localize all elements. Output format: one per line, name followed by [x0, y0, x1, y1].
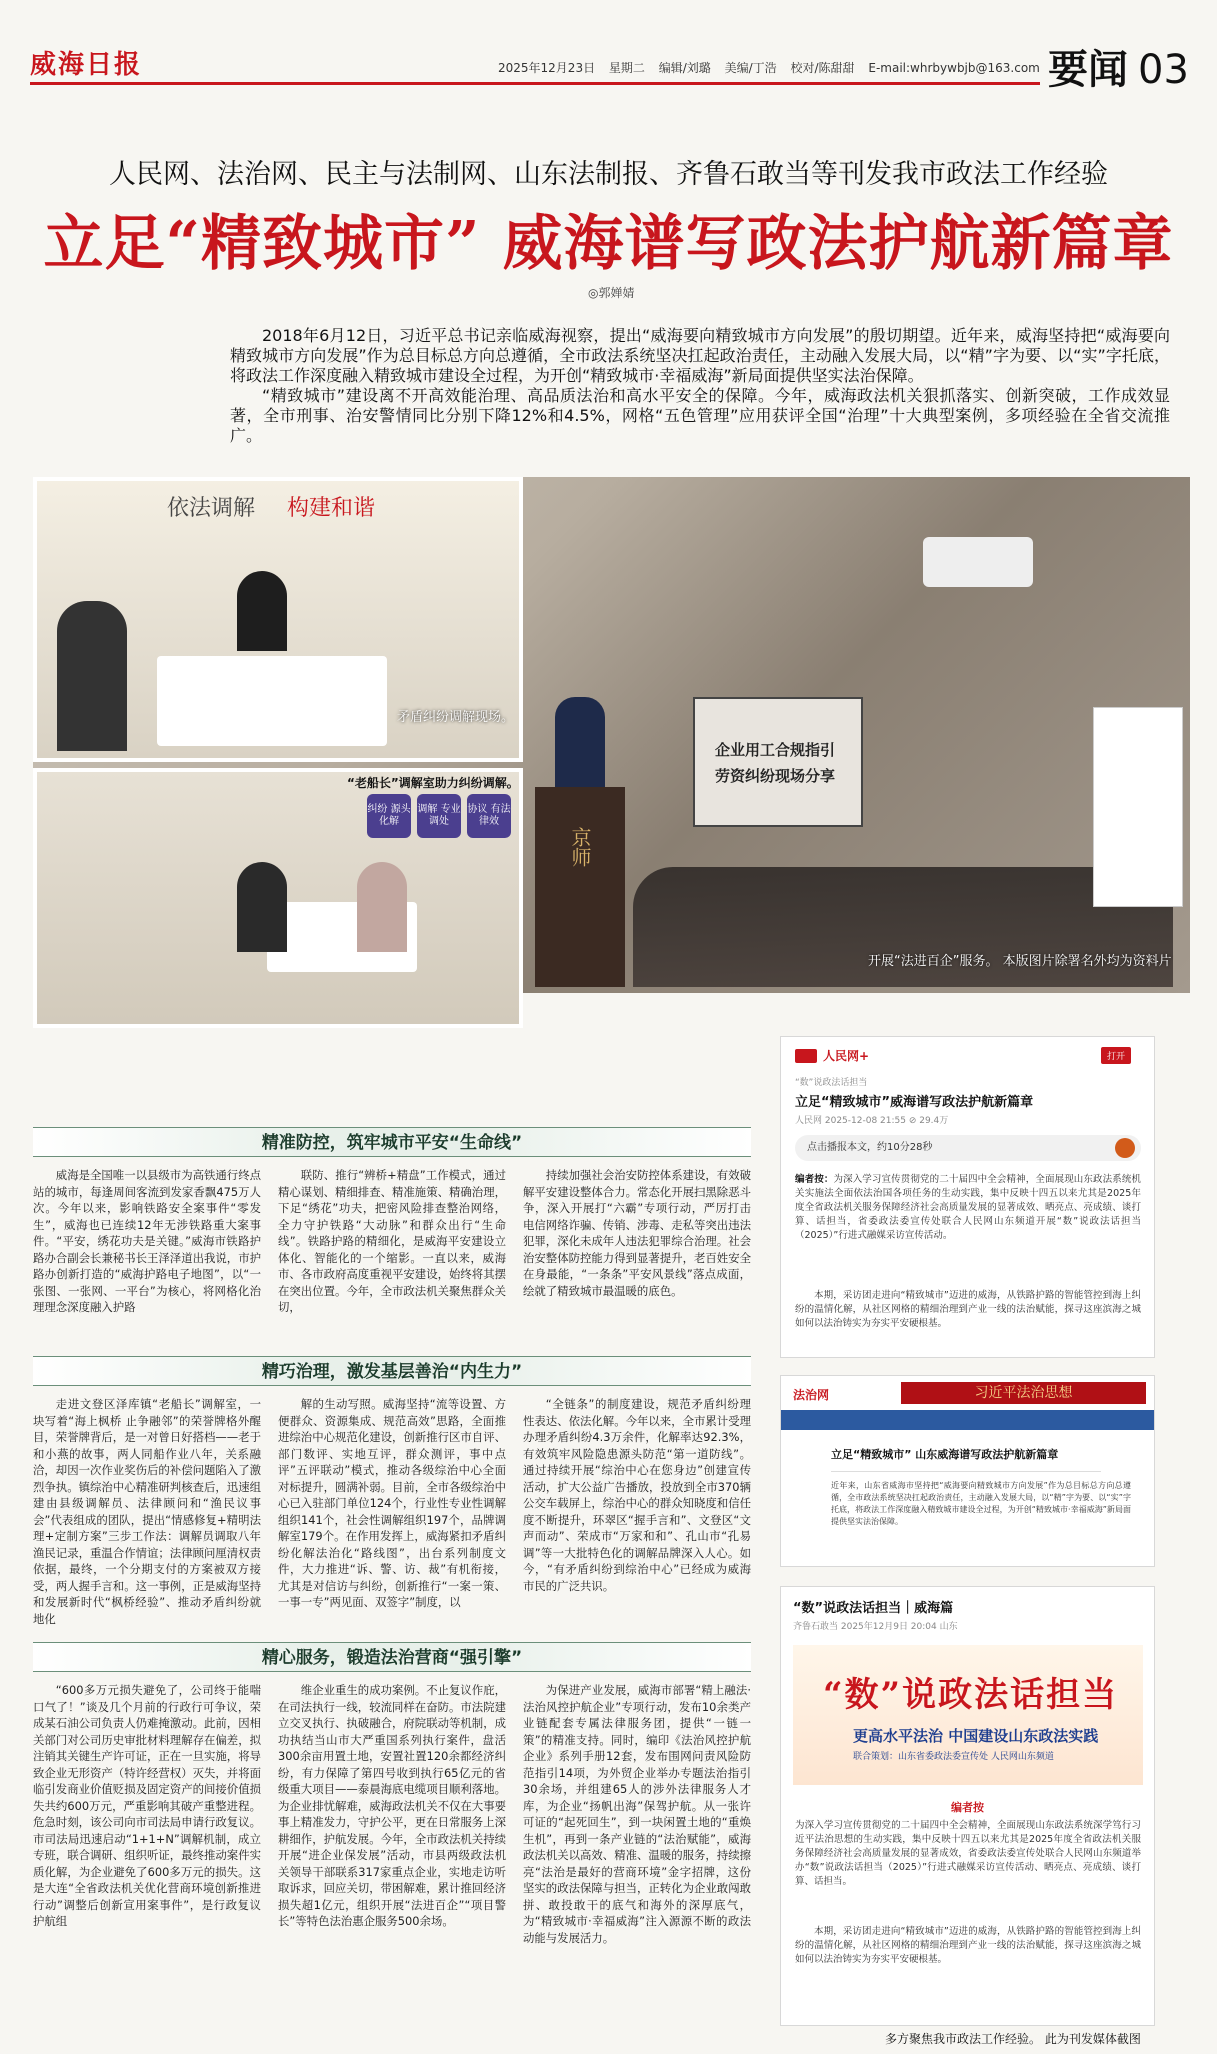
old-captain-photo — [33, 768, 523, 1028]
fzw-body: 近年来，山东省威海市坚持把“威海要向精致城市方向发展”作为总目标总方向总遵循，全市政法系统坚决扛起政治责任，主动融入发展大局，以“精”字为要、以“实”字托底，将政法工作深度融入精致城市建设全过程，为开创“精致城市·幸福威海”新局面提供坚实法治保障。 — [831, 1481, 1131, 1526]
open-app-button[interactable]: 打开 — [1101, 1047, 1131, 1064]
section-3-col-2: 维企业重生的成功案例。不止复议作庇，在司法执行一线，较流同样在奋防。市法院建立交叉执行、执破融合，府院联动等机制，成功执结当山市大严重国系列执行案件，盘活300余亩用置土地，安置社置120余都经济纠纷，有力保障了第四号收到执行65亿元的省级重大项目——泰晨海底电缆项目顺利落地。为企业排忧解难，威海政法机关不仅在大事要事上精准发力，守护公平，更在日常服务上深耕细作，护航发展。今年，全市政法机关持续开展“进企业保发展”活动，市县两级政法机关领导干部联系317家重点企业，实地走访听取诉求，回应关切，带困解难，累计推回经济损失超1亿元，组织开展“法进百企”“项目警长”等特色法治惠企服务500余场。 — [278, 1683, 506, 1928]
sdfz-banner — [793, 1645, 1143, 1785]
sub-photo-1-caption: 矛盾纠纷调解现场。 — [397, 710, 515, 725]
masthead-meta — [498, 59, 1050, 76]
speaker-figure — [555, 697, 605, 787]
rmw-body: 本期，采访团走进向“精致城市”迈进的威海，从铁路护路的智能管控到海上纠纷的温情化解，从社区网格的精细治理到产业一线的法治赋能，探寻这座滨海之城如何以法治铸实为夯实平安硬根基。 — [795, 1290, 1141, 1329]
sdfz-banner-sub: 更高水平法治 中国建设山东政法实践 — [853, 1727, 1099, 1745]
paper-logo: 威海日报 — [30, 50, 143, 80]
sdfz-byline: 齐鲁石敢当 2025年12月9日 20:04 山东 — [793, 1622, 958, 1632]
rmw-editor-note-text: 为深入学习宣传贯彻党的二十届四中全会精神，全面展现山东政法系统机关实施法全面依法治国各项任务的生动实践，集中反映十四五以来尤其是2025年度全省政法机关服务保障经济社会高质量发展的显著成效、晒亮点、亮成绩、谈打算、话担当，省委政法委宣传处联合人民网山东频道开展“数”说政法话担当（2025）”行进式融媒采访宣传活动。 — [795, 1174, 1141, 1241]
section-3-col-3: 为保进产业发展，威海市部署“精上融法·法治风控护航企业”专项行动，发布10余类产业链配套专属法律服务团，提供“一链一策”的精准支持。同时，编印《法治风控护航企业》系列手册12套，发布围网问责风险防范指引14项，为外贸企业举办专题法治指引30余场，并组建65人的涉外法律服务人才库，为企业“扬帆出海”保驾护航。从一张许可证的“起死回生”，到一块闲置土地的“重焕生机”，再到一条产业链的“法治赋能”，威海政法机关以高效、精准、温暖的服务，持续擦亮“法治是最好的营商环境”金字招牌，这份坚实的政法保障与担当，正转化为企业敢闯敢拼、敢投敢干的底气和海外的深厚底气，为“精致城市·幸福威海”注入源源不断的政法动能与发展活力。 — [523, 1683, 751, 1945]
section-2-col-1: 走进文登区泽库镇“老船长”调解室，一块写着“海上枫桥 止争融邻”的荣誉牌格外醒目，荣誉牌背后，是一对曾日好搭档——老于和小燕的故事，两人同船作业八年，关系融洽，却因一次作业奖伤后的补偿问题陷入了激烈争执。镇综治中心精准研判核查后，迅速组建由县级调解员、法律顾问和“渔民议事会”代表组成的团队，提出“情感修复+精明法理+定制方案”三步工作法：调解员调取八年渔民记录，重温合作情谊；法律顾问厘清权责依据，最终，一个分期支付的方案被双方接受，两人握手言和。这一事例，正是威海坚持和发展新时代“枫桥经验”、推动矛盾纠纷就地化 — [33, 1397, 261, 1626]
article-lead — [230, 326, 1170, 446]
mediation-photo — [33, 477, 523, 762]
fzw-banner: 习近平法治思想 — [901, 1382, 1146, 1404]
section-heading-3: 精心服务，锻造法治营商“强引擎” — [33, 1642, 751, 1672]
rmw-breadcrumb[interactable]: “数”说政法话担当 — [795, 1078, 868, 1088]
fzw-title: 立足“精致城市” 山东威海谱写政法护航新篇章 — [831, 1448, 1059, 1461]
mediator-shape — [237, 571, 287, 651]
issue-weekday: 星期二 — [608, 61, 645, 75]
section-1-col-1: 威海是全国唯一以县级市为高铁通行终点站的城市，每逢周间客流到发家香飘475万人次。今年以来，影响铁路安全案事件“零发生”，威海也已连续12年无涉铁路重大案事件。“平安，绣花功夫是关键。”威海市铁路护路办合副会长兼秘书长王泽泽道出我说，市护路办创新打造的“威海护路电子地图”，以“一张图、一张网、一平台”为核心，将网格化治理理念深度融入护路 — [33, 1168, 261, 1314]
sdfz-banner-title: “数”说政法话担当 — [823, 1675, 1119, 1715]
section-name: 要闻 — [1048, 47, 1128, 93]
sdfz-editor-note: 为深入学习宣传贯彻党的二十届四中全会精神，全面展现山东政法系统深学笃行习近平法治思想的生动实践，集中反映十四五以来尤其是2025年度全省政法机关服务保障经济社会高质量发展的显著成效，省委政法委宣传处联合人民网山东频道举办“数”说政法话担当（2025）”行进式融媒采访宣传活动、晒亮点、亮成绩、谈打算、话担当。 — [795, 1820, 1141, 1887]
desk-shape — [157, 656, 387, 746]
fzw-divider — [831, 1471, 1101, 1472]
sdfz-screenshot-card — [780, 1586, 1155, 2026]
person-right-shape — [357, 862, 407, 952]
section-3-col-1: “600多万元损失避免了，公司终于能喘口气了！”谈及几个月前的行政行可争议，荣成某石油公司负责人仍难掩激动。此前，因相关部门对公司历史审批材料理解存在偏差，拟注销其关键生产许可证，正在一旦实施，将导致企业无形资产（特许经营权）灭失，并将面临引发商业价值贬损及固定资产的间接价值损失共约600万元，严重影响其破产重整进程。危急时刻，该公司向市司法局申请行政复议。市司法局迅速启动“1+1+N”调解机制，成立专班，联合调研、组织听证，最终推动案件实质化解，为企业避免了600多万元的损失。这是大连“全省政法机关优化营商环境创新推进行动”调整后创新宣用案事件”，是行政复议护航组 — [33, 1683, 261, 1928]
fzw-screenshot-card — [780, 1375, 1155, 1567]
masthead-rule — [30, 82, 1040, 85]
section-heading-1: 精准防控，筑牢城市平安“生命线” — [33, 1127, 751, 1157]
wall-text-1: 依法调解 — [167, 496, 256, 521]
podium — [535, 787, 625, 987]
sdfz-banner-small: 联合策划：山东省委政法委宣传处 人民网山东频道 — [853, 1752, 1054, 1762]
presentation-screen — [693, 697, 863, 827]
proofreader-credit: 校对/陈甜甜 — [790, 61, 855, 75]
section-1-col-3: 持续加强社会治安防控体系建设，有效破解平安建设整体合力。常态化开展扫黑除恶斗争，深入开展打“六霸”专项行动，严厉打击电信网络诈骗、传销、涉毒、走私等突出违法犯罪，深化未成年人违法犯罪综合治理。社会治安整体防控能力得到显著提升，老百姓安全在身最能，“一条条”平安风景线”落点成面，绘就了精致城市最温暖的底色。 — [523, 1168, 751, 1298]
sdfz-title: “数”说政法话担当｜威海篇 — [793, 1601, 954, 1616]
rmw-logo: 人民网+ — [823, 1049, 870, 1063]
section-1-col-2: 联防、推行“辨桥+精盘”工作模式，通过精心谋划、精细排查、精准施策、精确治理，下足“绣花”功夫，把密风险排查整治网络，全力守护铁路“大动脉”和群众出行“生命线”。铁路护路的精细化，是威海平安建设立体化、智能化的一个缩影。一直以来，威海市、各市政府高度重视平安建设，始终将其摆在突出位置。今年，全市政法机关聚焦群众关切， — [278, 1168, 506, 1314]
fzw-nav-bar[interactable] — [781, 1410, 1154, 1430]
fzw-logo: 法治网 — [793, 1388, 830, 1402]
article-kicker: 人民网、法治网、民主与法制网、山东法制报、齐鲁石敢当等刊发我市政法工作经验 — [109, 159, 1108, 190]
rmw-screenshot-card — [780, 1036, 1155, 1358]
play-icon[interactable] — [1115, 1138, 1135, 1158]
sub-photo-2-caption: “老船长”调解室助力纠纷调解。 — [347, 776, 519, 790]
screenshots-caption: 多方聚焦我市政法工作经验。 此为刊发媒体截图 — [885, 2032, 1141, 2046]
audience-shape — [633, 867, 1173, 987]
section-heading-2: 精巧治理，激发基层善治“内生力” — [33, 1356, 751, 1386]
issue-date: 2025年12月23日 — [498, 61, 596, 75]
hex-badge-2: 调解 专业调处 — [417, 794, 461, 838]
person-left-shape — [237, 862, 287, 952]
art-editor-credit: 美编/丁浩 — [724, 61, 777, 75]
sdfz-editor-note-label: 编者按 — [951, 1801, 984, 1814]
editor-credit: 编辑/刘璐 — [658, 61, 711, 75]
wall-text-2: 构建和谐 — [287, 496, 376, 521]
article-headline: 立足“精致城市” 威海谱写政法护航新篇章 — [43, 209, 1174, 279]
audio-label: 点击播报本文，约10分28秒 — [807, 1142, 933, 1153]
screen-line-2: 劳资纠纷现场分享 — [715, 767, 836, 785]
rmw-editor-note-label: 编者按： — [795, 1174, 834, 1185]
contact-email[interactable]: E-mail:whrbywbjb@163.com — [868, 61, 1040, 75]
section-2-col-3: “全链条”的制度建设，规范矛盾纠纷理性表达、依法化解。今年以来，全市累计受理办理矛盾纠纷4.3万余件，化解率达92.3%，有效筑牢风险隐患源头防范“第一道防线”。通过持续开展“综治中心在您身边”创建宣传活动，扩大公益广告播放，投放到全市370辆公交车载屏上，综治中心的群众知晓度和信任度不断提升，环翠区“握手言和”、文登区“文声而动”、荣成市“万家和和”、孔山市“孔易调”等一大批特色化的调解品牌深入人心。如今，“有矛盾纠纷到综治中心”已经成为威海市民的广泛共识。 — [523, 1397, 751, 1593]
section-2-col-2: 解的生动写照。威海坚持“流等设置、方便群众、资源集成、规范高效”思路，全面推进综治中心规范化建设，创新推行区市自评、部门数评、实地互评，群众测评，事中点评”五评联动”模式，推动各级综治中心全面对标提升，圆满补弱。目前，全市各级综治中心已入驻部门单位124个，行业性专业性调解组织141个，社会性调解组织197个，品牌调解室179个。在作用发挥上，威海紧扣矛盾纠纷化解法治化“路线图”，出台系列制度文件，大力推进“诉、警、访、裁”有机衔接，尤其是对信访与纠纷，创新推行“一案一策、一事一专”两见面、双签字”制度，以 — [278, 1397, 506, 1609]
sdfz-body: 本期，采访团走进向“精致城市”迈进的威海，从铁路护路的智能管控到海上纠纷的温情化解，从社区网格的精细治理到产业一线的法治赋能，探寻这座滨海之城如何以法治铸实为夯实平安硬根基。 — [795, 1926, 1141, 1965]
audio-player[interactable] — [795, 1135, 1141, 1161]
page-number: 03 — [1138, 47, 1189, 93]
flag-icon — [795, 1049, 817, 1063]
hex-badge-1: 纠纷 源头化解 — [367, 794, 411, 838]
person-shape — [57, 601, 127, 751]
screen-line-1: 企业用工合规指引 — [715, 741, 836, 759]
main-photo-caption: 开展“法进百企”服务。 本版图片除署名外均为资料片 — [868, 954, 1172, 969]
hex-badge-3: 协议 有法律效 — [467, 794, 511, 838]
rollup-banner — [1093, 707, 1183, 907]
section-label — [1048, 38, 1189, 95]
lead-paragraph-1: 2018年6月12日，习近平总书记亲临威海视察，提出“威海要向精致城市方向发展”的殷切期望。近年来，威海坚持把“威海要向精致城市方向发展”作为总目标总方向总遵循，全市政法系统坚决扛起政治责任，主动融入发展大局，以“精”字为要、以“实”字托底，将政法工作深度融入精致城市建设全过程，为开创“精致城市·幸福威海”新局面提供坚实法治保障。 — [230, 326, 1170, 385]
podium-text: 京师 — [568, 827, 592, 867]
article-author: ◎郭婵婧 — [588, 286, 635, 300]
rmw-editor-note — [795, 1173, 1141, 1243]
rmw-title: 立足“精致城市”威海谱写政法护航新篇章 — [795, 1095, 1034, 1110]
lead-paragraph-2: “精致城市”建设离不开高效能治理、高品质法治和高水平安全的保障。今年，威海政法机关狠抓落实、创新突破，工作成效显著，全市刑事、治安警情同比分别下降12%和4.5%，网格“五色管理”应用获评全国“治理”十大典型案例，多项经验在全省交流推广。 — [230, 386, 1170, 445]
rmw-byline: 人民网 2025-12-08 21:55 ⊘ 29.4万 — [795, 1116, 949, 1126]
projector-shape — [923, 537, 1033, 587]
